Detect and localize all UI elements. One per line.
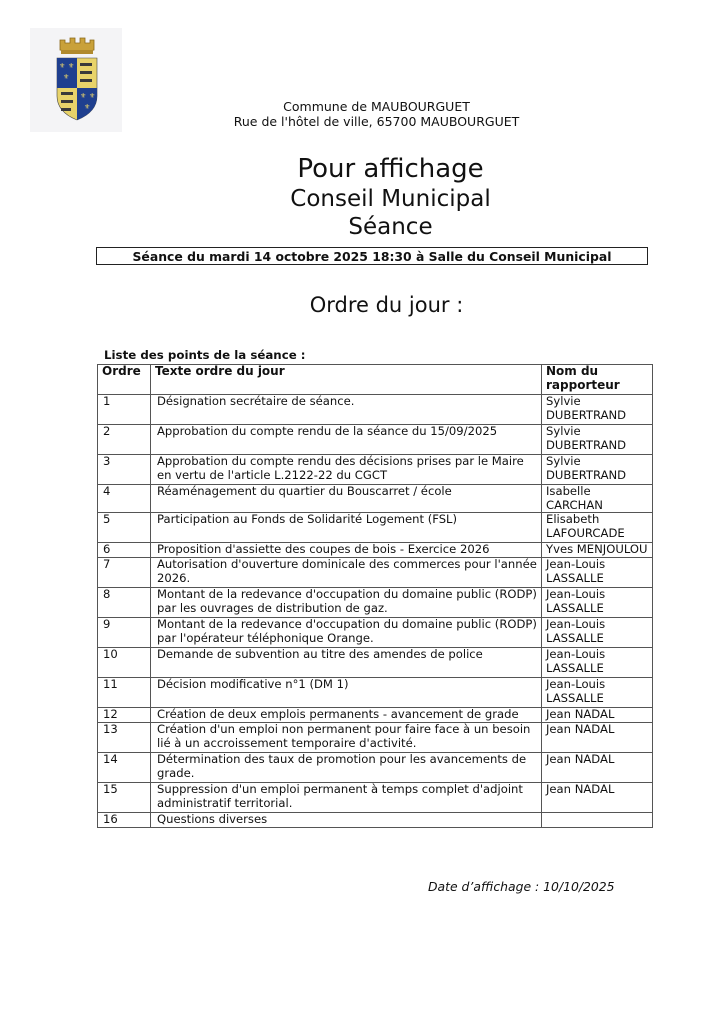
cell-rapporteur: Jean-Louis LASSALLE [542, 618, 653, 648]
cell-ordre: 15 [98, 783, 151, 813]
svg-text:⚜: ⚜ [59, 62, 66, 70]
table-header-row [98, 365, 653, 395]
table-row [98, 783, 653, 813]
ordre-du-jour-heading [0, 293, 725, 317]
seance-details: Séance du mardi 14 octobre 2025 18:30 à Salle du Conseil Municipal [96, 247, 648, 265]
cell-rapporteur [542, 813, 653, 828]
cell-rapporteur: Sylvie DUBERTRAND [542, 425, 653, 455]
svg-text:⚜: ⚜ [68, 62, 75, 70]
title-conseil-municipal: Conseil Municipal [290, 186, 491, 212]
table-row [98, 678, 653, 708]
svg-text:⚜: ⚜ [63, 73, 70, 81]
cell-rapporteur: Elisabeth LAFOURCADE [542, 513, 653, 543]
cell-ordre: 9 [98, 618, 151, 648]
cell-ordre: 3 [98, 455, 151, 485]
header-texte: Texte ordre du jour [151, 365, 542, 395]
cell-texte: Autorisation d'ouverture dominicale des commerces pour l'année 2026. [151, 558, 542, 588]
cell-texte: Suppression d'un emploi permanent à temps complet d'adjoint administratif territorial. [151, 783, 542, 813]
cell-rapporteur: Jean NADAL [542, 753, 653, 783]
table-row [98, 485, 653, 513]
header-rapporteur: Nom du rapporteur [542, 365, 653, 395]
table-row [98, 723, 653, 753]
table-row [98, 618, 653, 648]
cell-texte: Approbation du compte rendu de la séance du 15/09/2025 [151, 425, 542, 455]
cell-texte: Proposition d'assiette des coupes de bois - Exercice 2026 [151, 543, 542, 558]
cell-texte: Création d'un emploi non permanent pour faire face à un besoin lié à un accroissement temporaire d'activité. [151, 723, 542, 753]
cell-texte: Réaménagement du quartier du Bouscarret / école [151, 485, 542, 513]
cell-rapporteur: Jean NADAL [542, 708, 653, 723]
cell-ordre: 13 [98, 723, 151, 753]
cell-ordre: 12 [98, 708, 151, 723]
liste-label: Liste des points de la séance : [104, 348, 306, 362]
commune-name: Commune de MAUBOURGUET [283, 99, 470, 114]
table-row [98, 455, 653, 485]
commune-header [0, 99, 725, 129]
cell-ordre: 5 [98, 513, 151, 543]
cell-ordre: 8 [98, 588, 151, 618]
ordre-du-jour-title: Ordre du jour : [309, 293, 464, 317]
table-row [98, 543, 653, 558]
cell-texte: Décision modificative n°1 (DM 1) [151, 678, 542, 708]
cell-rapporteur: Jean-Louis LASSALLE [542, 678, 653, 708]
cell-rapporteur: Yves MENJOULOU [542, 543, 653, 558]
cell-texte: Participation au Fonds de Solidarité Logement (FSL) [151, 513, 542, 543]
table-row [98, 425, 653, 455]
table-row [98, 648, 653, 678]
date-affichage: Date d’affichage : 10/10/2025 [428, 879, 615, 894]
svg-text:⚜: ⚜ [80, 92, 87, 100]
cell-texte: Désignation secrétaire de séance. [151, 395, 542, 425]
cell-ordre: 14 [98, 753, 151, 783]
table-row [98, 813, 653, 828]
cell-ordre: 4 [98, 485, 151, 513]
title-pour-affichage: Pour affichage [297, 154, 484, 184]
table-row [98, 708, 653, 723]
cell-ordre: 2 [98, 425, 151, 455]
cell-rapporteur: Sylvie DUBERTRAND [542, 395, 653, 425]
cell-rapporteur: Jean NADAL [542, 783, 653, 813]
cell-rapporteur: Jean-Louis LASSALLE [542, 588, 653, 618]
cell-ordre: 11 [98, 678, 151, 708]
cell-rapporteur: Isabelle CARCHAN [542, 485, 653, 513]
commune-address: Rue de l'hôtel de ville, 65700 MAUBOURGUET [233, 114, 520, 129]
table-row [98, 558, 653, 588]
header-ordre: Ordre [98, 365, 151, 395]
cell-rapporteur: Jean-Louis LASSALLE [542, 558, 653, 588]
svg-text:⚜: ⚜ [84, 103, 91, 111]
cell-ordre: 1 [98, 395, 151, 425]
table-row [98, 395, 653, 425]
cell-rapporteur: Jean NADAL [542, 723, 653, 753]
cell-rapporteur: Sylvie DUBERTRAND [542, 455, 653, 485]
agenda-table [97, 364, 653, 828]
cell-texte: Montant de la redevance d'occupation du domaine public (RODP) par l'opérateur téléphonique Orange. [151, 618, 542, 648]
cell-texte: Montant de la redevance d'occupation du domaine public (RODP) par les ouvrages de distribution de gaz. [151, 588, 542, 618]
document-titles [0, 154, 725, 242]
title-seance: Séance [348, 214, 433, 240]
cell-texte: Approbation du compte rendu des décisions prises par le Maire en vertu de l'article L.2122-22 du CGCT [151, 455, 542, 485]
cell-ordre: 10 [98, 648, 151, 678]
cell-texte: Questions diverses [151, 813, 542, 828]
table-row [98, 513, 653, 543]
cell-texte: Demande de subvention au titre des amendes de police [151, 648, 542, 678]
cell-texte: Détermination des taux de promotion pour les avancements de grade. [151, 753, 542, 783]
cell-ordre: 6 [98, 543, 151, 558]
cell-rapporteur: Jean-Louis LASSALLE [542, 648, 653, 678]
cell-ordre: 16 [98, 813, 151, 828]
table-row [98, 588, 653, 618]
table-row [98, 753, 653, 783]
svg-text:⚜: ⚜ [89, 92, 96, 100]
cell-texte: Création de deux emplois permanents - avancement de grade [151, 708, 542, 723]
cell-ordre: 7 [98, 558, 151, 588]
